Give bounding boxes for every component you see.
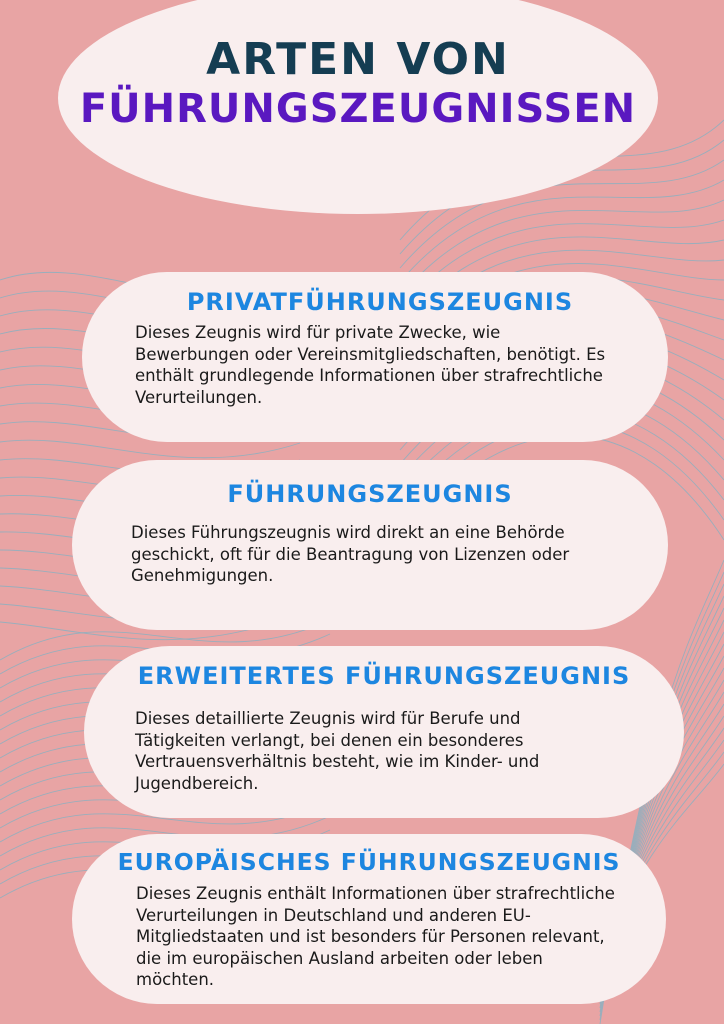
card-erweitertes-fuehrungszeugnis: [84, 646, 684, 818]
card-title: FÜHRUNGSZEUGNIS: [227, 480, 513, 508]
page-title-line2: FÜHRUNGSZEUGNISSEN: [79, 86, 637, 132]
page-title-line1: ARTEN VON: [206, 34, 510, 85]
card-europaeisches-fuehrungszeugnis: [72, 834, 666, 1004]
card-description: Dieses detaillierte Zeugnis wird für Berufe und Tätigkeiten verlangt, bei denen ein besonderes Vertrauensverhältnis besteht, wie im Kinder- und Jugendbereich.: [135, 709, 540, 793]
card-description: Dieses Führungszeugnis wird direkt an eine Behörde geschickt, oft für die Beantragung von Lizenzen oder Genehmigungen.: [131, 523, 570, 585]
wave-line: [0, 440, 300, 458]
card-fuehrungszeugnis: [72, 460, 668, 630]
card-description: Dieses Zeugnis enthält Informationen über strafrechtliche Verurteilungen in Deutschland und anderen EU-Mitgliedstaaten und ist besonders für Personen relevant, die im europäischen Ausland arbeiten oder leben möchten.: [136, 884, 615, 989]
card-title: PRIVATFÜHRUNGSZEUGNIS: [186, 288, 574, 316]
card-title: ERWEITERTES FÜHRUNGSZEUGNIS: [137, 662, 631, 690]
card-title: EUROPÄISCHES FÜHRUNGSZEUGNIS: [117, 848, 621, 876]
card-description: Dieses Zeugnis wird für private Zwecke, wie Bewerbungen oder Vereinsmitgliedschaften, benötigt. Es enthält grundlegende Informationen über strafrechtliche Verurteilungen.: [135, 323, 606, 407]
card-privatfuehrungszeugnis: [82, 272, 668, 442]
